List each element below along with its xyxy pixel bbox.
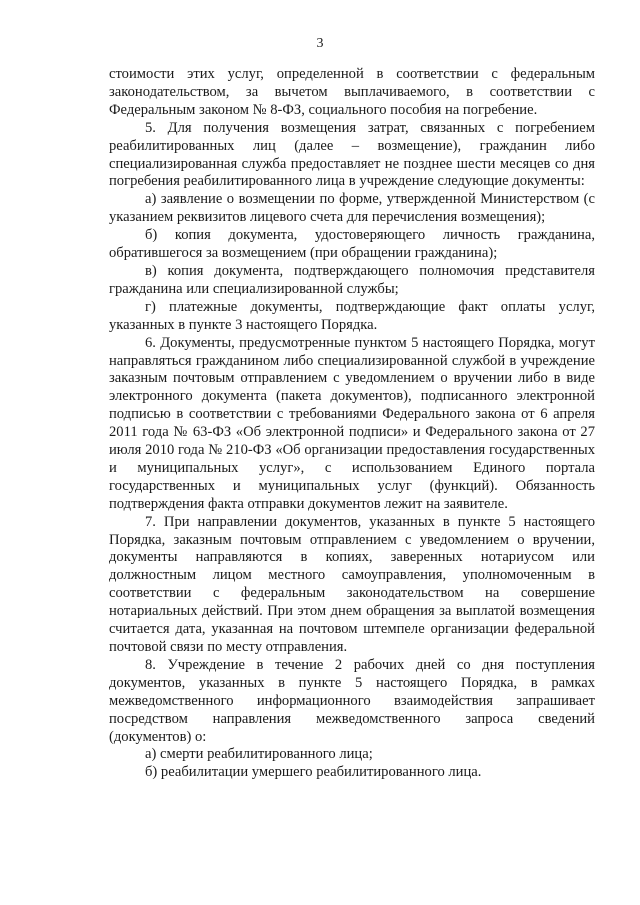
document-body (109, 66, 595, 782)
paragraph-subitem-a-2: а) смерти реабилитированного лица; (145, 746, 373, 763)
paragraph-item-8: 8. Учреждение в течение 2 рабочих дней со дня поступления документов, указанных в пункте 5 настоящего Порядка, в рамках межведомственного информационного взаимодействия запрашивает посредством направления межведомственного запроса сведений (документов) о: (109, 656, 595, 745)
paragraph-item-7: 7. При направлении документов, указанных в пункте 5 настоящего Порядка, заказным почтовым отправлением с уведомлением о вручении, документы направляются в копиях, заверенных нотариусом или должностным лицом местного самоуправления, уполномоченным в соответствии с федеральным законодательством на совершение нотариальных действий. При этом днем обращения за выплатой возмещения считается дата, указанная на почтовом штемпеле организации федеральной почтовой связи по месту отправления. (109, 513, 595, 655)
paragraph-subitem-g: г) платежные документы, подтверждающие факт оплаты услуг, указанных в пункте 3 настоящего Порядка. (109, 298, 595, 333)
paragraph-subitem-b: б) копия документа, удостоверяющего личность гражданина, обратившегося за возмещением (при обращении гражданина); (109, 227, 595, 262)
paragraph-continuation: стоимости этих услуг, определенной в соответствии с федеральным законодательством, за вычетом выплачиваемого, в соответствии с Федеральным законом № 8-ФЗ, социального пособия на погребение. (109, 66, 595, 118)
paragraph-subitem-v: в) копия документа, подтверждающего полномочия представителя гражданина или специализированной службы; (109, 262, 595, 297)
paragraph-subitem-b-2: б) реабилитации умершего реабилитированного лица. (145, 764, 482, 781)
page-number: 3 (316, 36, 324, 51)
paragraph-subitem-a: а) заявление о возмещении по форме, утвержденной Министерством (с указанием реквизитов лицевого счета для перечисления возмещения); (109, 191, 595, 226)
paragraph-item-6: 6. Документы, предусмотренные пунктом 5 настоящего Порядка, могут направляться гражданином либо специализированной службой в учреждение заказным почтовым отправлением с уведомлением о вручении либо в виде электронного документа (пакета документов), подписанного электронной подписью в соответствии с требованиями Федерального закона от 6 апреля 2011 года № 63-ФЗ «Об электронной подписи» и Федерального закона от 27 июля 2010 года № 210-ФЗ «Об организации предоставления государственных и муниципальных услуг», с использованием Единого портала государственных и муниципальных услуг (функций). Обязанность подтверждения факта отправки документов лежит на заявителе. (109, 334, 595, 512)
paragraph-item-5: 5. Для получения возмещения затрат, связанных с погребением реабилитированных лиц (далее – возмещение), гражданин либо специализированная служба предоставляет не позднее шести месяцев со дня погребения реабилитированного лица в учреждение следующие документы: (109, 119, 595, 190)
